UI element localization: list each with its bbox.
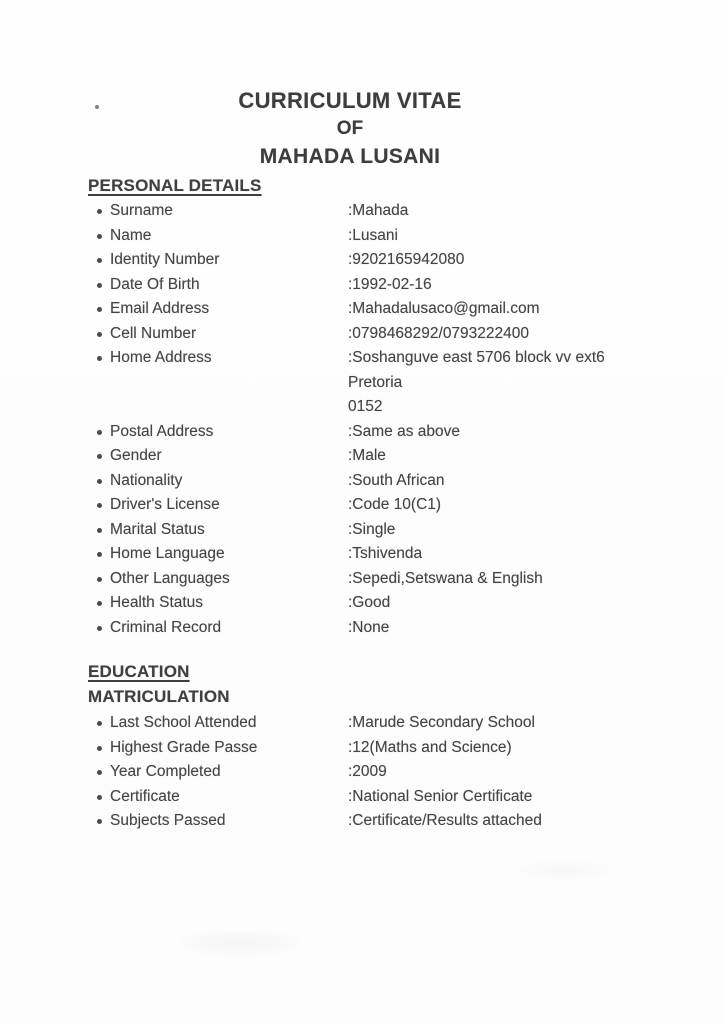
field-label: Postal Address bbox=[110, 422, 214, 440]
scan-smudge bbox=[520, 860, 610, 880]
cv-field-row bbox=[0, 348, 724, 373]
cv-field-continuation-row bbox=[0, 373, 724, 398]
field-label: Surname bbox=[110, 202, 173, 219]
document-title-block bbox=[0, 87, 700, 171]
cv-field-continuation-row bbox=[0, 397, 724, 422]
document-title-name: MAHADA LUSANI bbox=[259, 145, 441, 168]
field-value: :Same as above bbox=[348, 422, 461, 440]
bullet-icon bbox=[97, 332, 102, 337]
personal-details-list bbox=[0, 201, 724, 642]
cv-field-row bbox=[0, 738, 724, 763]
field-value: :Mahada bbox=[348, 202, 409, 219]
cv-field-row bbox=[0, 471, 724, 496]
field-value: :Sepedi,Setswana & English bbox=[348, 569, 543, 587]
field-value: :1992-02-16 bbox=[348, 275, 432, 293]
bullet-icon bbox=[97, 454, 102, 459]
bullet-icon bbox=[97, 283, 102, 288]
bullet-icon bbox=[97, 479, 102, 484]
field-label: Health Status bbox=[110, 594, 204, 611]
field-label: Marital Status bbox=[110, 520, 205, 538]
field-label: Highest Grade Passe bbox=[110, 738, 258, 756]
cv-field-row bbox=[0, 787, 724, 812]
bullet-icon bbox=[97, 601, 102, 606]
cv-field-row bbox=[0, 201, 724, 226]
cv-field-row bbox=[0, 250, 724, 275]
field-label: Date Of Birth bbox=[110, 275, 200, 293]
cv-field-row bbox=[0, 520, 724, 545]
field-value: :Male bbox=[348, 447, 386, 464]
bullet-icon bbox=[97, 503, 102, 508]
bullet-icon bbox=[97, 430, 102, 435]
field-label: Home Address bbox=[110, 349, 212, 366]
bullet-icon bbox=[97, 258, 102, 263]
cv-field-row bbox=[0, 226, 724, 251]
bullet-icon bbox=[97, 795, 102, 800]
cv-field-row bbox=[0, 544, 724, 569]
field-value: :National Senior Certificate bbox=[348, 787, 533, 805]
section-heading-education: EDUCATION bbox=[88, 662, 190, 681]
field-value: :Certificate/Results attached bbox=[348, 812, 542, 829]
field-label: Subjects Passed bbox=[110, 812, 226, 829]
bullet-icon bbox=[97, 819, 102, 824]
field-label: Certificate bbox=[110, 787, 180, 805]
cv-field-row bbox=[0, 275, 724, 300]
bullet-icon bbox=[97, 356, 102, 361]
bullet-icon bbox=[97, 234, 102, 239]
scan-smudge bbox=[180, 930, 300, 956]
document-title: CURRICULUM VITAE bbox=[238, 88, 462, 113]
field-label: Name bbox=[110, 226, 152, 244]
cv-field-row bbox=[0, 713, 724, 738]
field-label: Nationality bbox=[110, 471, 183, 489]
cv-field-row bbox=[0, 299, 724, 324]
cv-field-row bbox=[0, 324, 724, 349]
bullet-icon bbox=[97, 528, 102, 533]
field-value: :Lusani bbox=[348, 226, 398, 244]
field-label: Home Language bbox=[110, 545, 225, 562]
section-subheading-matriculation: MATRICULATION bbox=[88, 687, 230, 706]
bullet-icon bbox=[97, 577, 102, 582]
document-title-of: OF bbox=[336, 118, 364, 139]
field-value: :2009 bbox=[348, 763, 387, 780]
cv-field-row bbox=[0, 593, 724, 618]
field-value: :12(Maths and Science) bbox=[348, 738, 512, 756]
field-label: Identity Number bbox=[110, 251, 220, 268]
field-label: Gender bbox=[110, 447, 162, 464]
field-value: :South African bbox=[348, 471, 445, 489]
field-value: :Soshanguve east 5706 block vv ext6 bbox=[348, 349, 605, 366]
field-value: :Mahadalusaco@gmail.com bbox=[348, 300, 540, 317]
field-value-continuation: Pretoria bbox=[348, 373, 403, 391]
field-value: :0798468292/0793222400 bbox=[348, 324, 530, 342]
bullet-icon bbox=[97, 770, 102, 775]
cv-field-row bbox=[0, 811, 724, 836]
field-label: Driver's License bbox=[110, 496, 220, 513]
bullet-icon bbox=[97, 626, 102, 631]
field-value: :None bbox=[348, 618, 390, 636]
bullet-icon bbox=[97, 721, 102, 726]
field-label: Email Address bbox=[110, 300, 210, 317]
field-label: Cell Number bbox=[110, 324, 197, 342]
field-value: :Single bbox=[348, 520, 396, 538]
cv-field-row bbox=[0, 618, 724, 643]
education-details-list bbox=[0, 713, 724, 836]
field-value: :Good bbox=[348, 594, 391, 611]
field-label: Last School Attended bbox=[110, 714, 257, 731]
field-value: :Tshivenda bbox=[348, 545, 423, 562]
field-value-continuation: 0152 bbox=[348, 398, 383, 415]
section-heading-personal-details: PERSONAL DETAILS bbox=[88, 176, 262, 195]
bullet-icon bbox=[97, 552, 102, 557]
field-value: :9202165942080 bbox=[348, 251, 465, 268]
field-value: :Marude Secondary School bbox=[348, 714, 535, 731]
field-label: Other Languages bbox=[110, 569, 230, 587]
field-label: Criminal Record bbox=[110, 618, 222, 636]
field-label: Year Completed bbox=[110, 763, 221, 780]
bullet-icon bbox=[97, 307, 102, 312]
bullet-icon bbox=[97, 209, 102, 214]
cv-field-row bbox=[0, 495, 724, 520]
cv-field-row bbox=[0, 569, 724, 594]
cv-field-row bbox=[0, 762, 724, 787]
bullet-icon bbox=[97, 746, 102, 751]
cv-field-row bbox=[0, 446, 724, 471]
field-value: :Code 10(C1) bbox=[348, 496, 442, 513]
cv-field-row bbox=[0, 422, 724, 447]
